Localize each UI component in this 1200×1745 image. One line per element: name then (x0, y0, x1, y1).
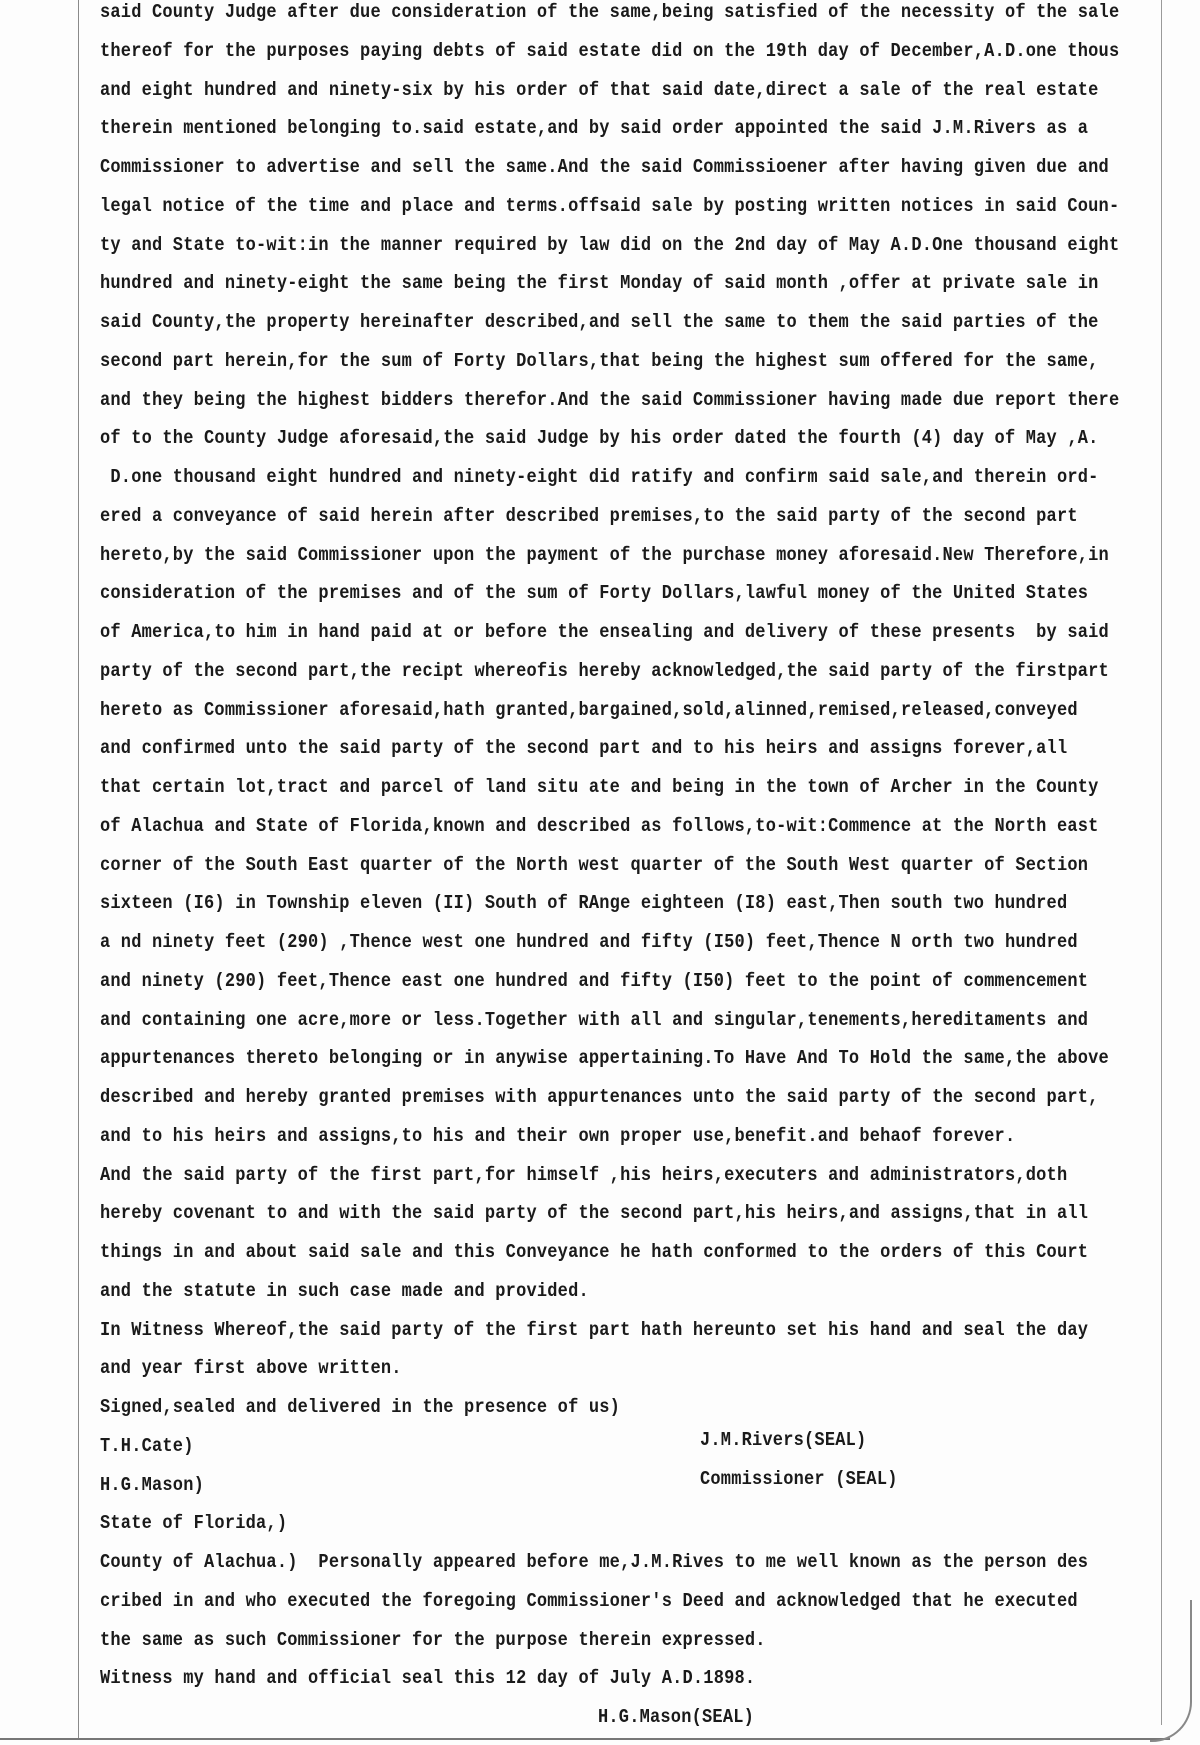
left-margin-line (78, 0, 79, 1738)
text-line: hundred and ninety-eight the same being the first Monday of said month ,offer at private sale in (100, 273, 1099, 296)
page-curl-corner (1150, 1600, 1192, 1742)
text-line: and ninety (290) feet,Thence east one hundred and fifty (I50) feet to the point of commencement (100, 970, 1089, 993)
text-line: consideration of the premises and of the sum of Forty Dollars,lawful money of the United States (100, 583, 1089, 606)
notary-signature-line: H.G.Mason(SEAL) (598, 1707, 755, 1729)
text-line: Witness my hand and official seal this 12 day of July A.D.1898. (100, 1668, 756, 1691)
text-line: cribed in and who executed the foregoing Commissioner's Deed and acknowledged that he executed (100, 1590, 1078, 1613)
text-line: and the statute in such case made and provided. (100, 1280, 589, 1303)
text-line: party of the second part,the recipt whereofis hereby acknowledged,the said party of the firstpart (100, 660, 1109, 683)
right-page-edge (1161, 0, 1162, 1725)
text-line: hereby covenant to and with the said party of the second part,his heirs,and assigns,that in all (100, 1203, 1089, 1226)
text-line: corner of the South East quarter of the North west quarter of the South West quarter of Section (100, 854, 1089, 877)
text-line: Signed,sealed and delivered in the presence of us) (100, 1397, 621, 1419)
text-line: and to his heirs and assigns,to his and their own proper use,benefit.and behaof forever. (100, 1125, 1016, 1148)
text-line: Commissioner to advertise and sell the same.And the said Commissioener after having given due and (100, 157, 1109, 179)
text-line: hereto as Commissioner aforesaid,hath granted,bargained,sold,alinned,remised,released,conveyed (100, 699, 1078, 722)
text-line: a nd ninety feet (290) ,Thence west one hundred and fifty (I50) feet,Thence N orth two hundred (100, 932, 1078, 954)
text-line: sixteen (I6) in Township eleven (II) South of RAnge eighteen (I8) east,Then south two hundred (100, 893, 1068, 916)
text-line: and confirmed unto the said party of the second part and to his heirs and assigns forever,all (100, 738, 1068, 761)
text-line: H.G.Mason) (100, 1474, 205, 1497)
text-line: County of Alachua.) Personally appeared before me,J.M.Rives to me well known as the person des (100, 1552, 1089, 1574)
text-line: said County,the property hereinafter described,and sell the same to them the said parties of the (100, 312, 1099, 334)
text-line: hereto,by the said Commissioner upon the payment of the purchase money aforesaid.New Therefore,in (100, 544, 1109, 567)
text-line: second part herein,for the sum of Forty Dollars,that being the highest sum offered for the same, (100, 350, 1099, 373)
text-line: ty and State to-wit:in the manner required by law did on the 2nd day of May A.D.One thousand eight (100, 234, 1120, 257)
text-line: of to the County Judge aforesaid,the said Judge by his order dated the fourth (4) day of May ,A. (100, 428, 1099, 451)
text-line: appurtenances thereto belonging or in anywise appertaining.To Have And To Hold the same,the above (100, 1048, 1109, 1071)
text-line: that certain lot,tract and parcel of land situ ate and being in the town of Archer in the County (100, 777, 1099, 799)
text-line: of Alachua and State of Florida,known and described as follows,to-wit:Commence at the North east (100, 815, 1099, 838)
text-line: things in and about said sale and this Conveyance he hath conformed to the orders of this Court (100, 1242, 1089, 1264)
text-line: And the said party of the first part,for himself ,his heirs,executers and administrators,doth (100, 1164, 1068, 1187)
text-line: ered a conveyance of said herein after described premises,to the said party of the second part (100, 505, 1078, 528)
signature-line: Commissioner (SEAL) (700, 1468, 898, 1491)
text-line: State of Florida,) (100, 1513, 288, 1536)
text-line: and eight hundred and ninety-six by his order of that said date,direct a sale of the real estate (100, 79, 1099, 102)
text-line: thereof for the purposes paying debts of said estate did on the 19th day of December,A.D.one thous (100, 40, 1120, 63)
text-line: said County Judge after due consideration of the same,being satisfied of the necessity of the sale (100, 2, 1120, 24)
text-line: and year first above written. (100, 1358, 402, 1381)
text-line: of America,to him in hand paid at or before the ensealing and delivery of these presents by said (100, 622, 1109, 644)
text-line: and they being the highest bidders therefor.And the said Commissioner having made due report there (100, 389, 1120, 412)
text-line: T.H.Cate) (100, 1435, 194, 1458)
text-line: therein mentioned belonging to.said estate,and by said order appointed the said J.M.Rivers as a (100, 118, 1089, 141)
text-line: the same as such Commissioner for the purpose therein expressed. (100, 1629, 766, 1652)
bottom-page-edge (0, 1738, 1170, 1740)
text-line: D.one thousand eight hundred and ninety-eight did ratify and confirm said sale,and therein ord- (100, 467, 1099, 489)
text-line: legal notice of the time and place and terms.offsaid sale by posting written notices in said Coun- (100, 195, 1120, 218)
text-line: described and hereby granted premises with appurtenances unto the said party of the second part, (100, 1087, 1099, 1109)
text-line: In Witness Whereof,the said party of the first part hath hereunto set his hand and seal the day (100, 1319, 1089, 1342)
signature-line: J.M.Rivers(SEAL) (700, 1429, 867, 1452)
text-line: and containing one acre,more or less.Together with all and singular,tenements,hereditaments and (100, 1009, 1089, 1032)
